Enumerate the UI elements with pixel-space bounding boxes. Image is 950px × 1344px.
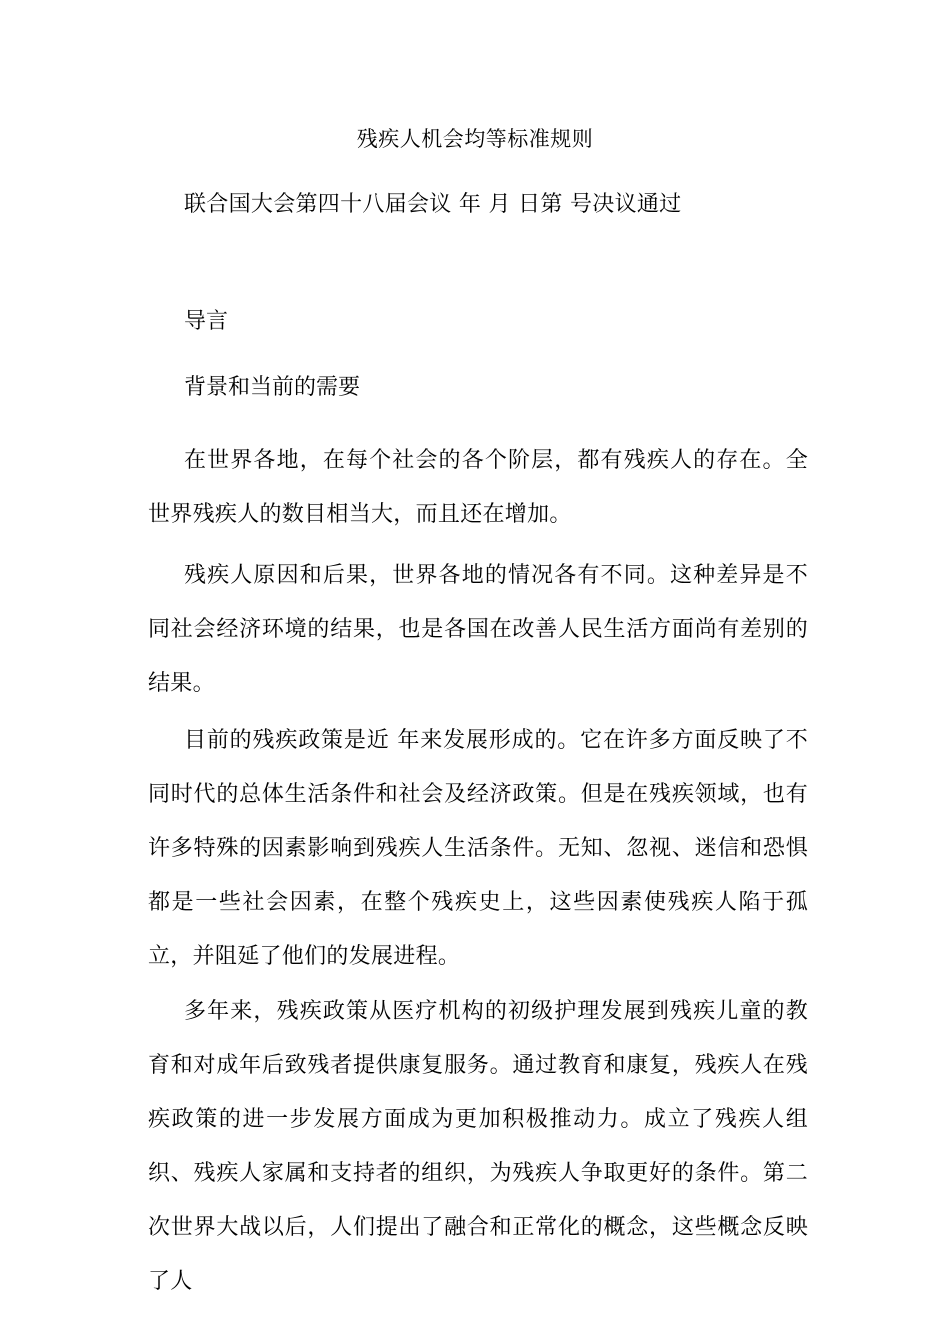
document-title-text: 残疾人机会均等标准规则 <box>356 127 594 151</box>
heading-background-text: 背景和当前的需要 <box>184 375 361 400</box>
paragraph-4-text: 多年来，残疾政策从医疗机构的初级护理发展到残疾儿童的教育和对成年后致残者提供康复服务。通过教育和康复，残疾人在残疾政策的进一步发展方面成为更加积极推动力。成立了残疾人组织、残疾人家属和支持者的组织，为残疾人争取更好的条件。第二次世界大战以后，人们提出了融合和正常化的概念，这些概念反映了人 <box>148 999 808 1294</box>
paragraph-1 <box>148 434 808 542</box>
paragraph-3-text: 目前的残疾政策是近 年来发展形成的。它在许多方面反映了不同时代的总体生活条件和社会及经济政策。但是在残疾领域，也有许多特殊的因素影响到残疾人生活条件。无知、忽视、迷信和恐惧都是一些社会因素，在整个残疾史上，这些因素使残疾人陷于孤立，并阻延了他们的发展进程。 <box>148 728 808 969</box>
paragraph-2 <box>148 549 808 711</box>
paragraph-4 <box>148 985 808 1309</box>
document-title <box>0 124 950 154</box>
heading-background <box>184 373 784 403</box>
resolution-line <box>148 178 808 232</box>
paragraph-1-text: 在世界各地，在每个社会的各个阶层，都有残疾人的存在。全世界残疾人的数目相当大，而且还在增加。 <box>148 448 808 527</box>
resolution-text: 联合国大会第四十八届会议 年 月 日第 号决议通过 <box>184 192 682 217</box>
paragraph-3 <box>148 714 808 984</box>
paragraph-2-text: 残疾人原因和后果，世界各地的情况各有不同。这种差异是不同社会经济环境的结果，也是各国在改善人民生活方面尚有差别的结果。 <box>148 563 808 696</box>
heading-intro-text: 导言 <box>184 309 229 334</box>
heading-intro <box>184 307 784 337</box>
